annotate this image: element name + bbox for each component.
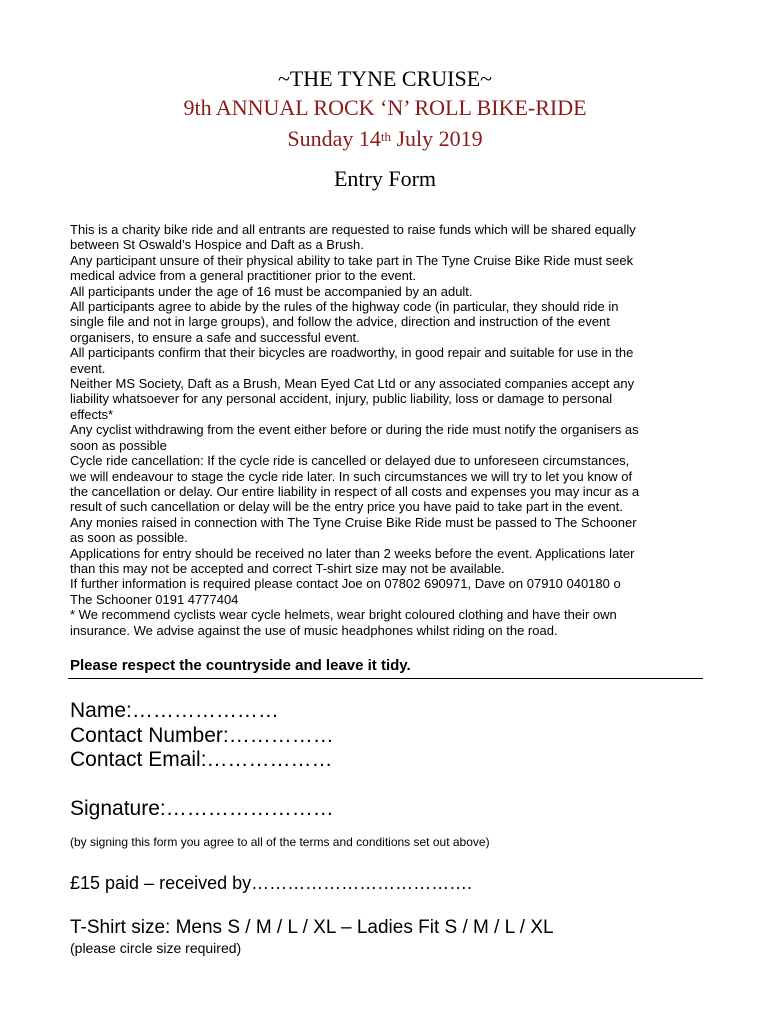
terms-line: single file and not in large groups), and follow the advice, direction and instruction of the event [70,314,610,330]
terms-line: than this may not be accepted and correct T-shirt size may not be available. [70,560,505,576]
event-date-ordinal: th [380,129,391,144]
terms-line: If further information is required please contact Joe on 07802 690971, Dave on 07910 040180 o [70,576,621,592]
divider-line [68,678,703,679]
terms-line: This is a charity bike ride and all entrants are requested to raise funds which will be shared equally [70,222,636,237]
terms-line: soon as possible [70,437,167,453]
event-subtitle: 9th ANNUAL ROCK ‘N’ ROLL BIKE-RIDE [183,95,587,120]
terms-line: organisers, to ensure a safe and successful event. [70,329,360,345]
signature-note: (by signing this form you agree to all of the terms and conditions set out above) [70,835,490,849]
terms-line: Cycle ride cancellation: If the cycle ride is cancelled or delayed due to unforeseen circumstances, [70,453,630,469]
terms-line: as soon as possible. [70,530,188,546]
terms-line: Any participant unsure of their physical ability to take part in The Tyne Cruise Bike Ride must seek [70,252,634,268]
event-date [0,126,770,152]
terms-line: All participants under the age of 16 must be accompanied by an adult. [70,283,473,299]
tshirt-size-field[interactable]: T-Shirt size: Mens S / M / L / XL – Ladies Fit S / M / L / XL [70,917,554,938]
contact-email-field[interactable]: Contact Email:……………… [70,748,333,771]
terms-line: medical advice from a general practitioner prior to the event. [70,268,417,284]
signature-field[interactable]: Signature:…………………… [70,797,334,820]
terms-line: liability whatsoever for any personal accident, injury, public liability, loss or damage to personal [70,391,613,407]
event-date-prefix: Sunday 14 [287,126,381,151]
terms-line: effects* [70,406,114,422]
terms-line: Applications for entry should be received no later than 2 weeks before the event. Applications later [70,545,635,561]
name-field[interactable]: Name:………………… [70,699,279,722]
respect-notice: Please respect the countryside and leave it tidy. [70,657,411,674]
terms-line: the cancellation or delay. Our entire liability in respect of all costs and expenses you may incur as a [70,483,640,499]
event-date-suffix: July 2019 [390,126,483,151]
terms-line: Any cyclist withdrawing from the event either before or during the ride must notify the organisers as [70,422,639,438]
terms-line: Neither MS Society, Daft as a Brush, Mean Eyed Cat Ltd or any associated companies accept any [70,376,635,392]
terms-line: All participants agree to abide by the rules of the highway code (in particular, they should ride in [70,299,619,315]
terms-line: Any monies raised in connection with The Tyne Cruise Bike Ride must be passed to The Schooner [70,514,637,530]
payment-received-field[interactable]: £15 paid – received by………………………………. [70,873,473,893]
tshirt-size-note: (please circle size required) [70,940,242,956]
terms-line: result of such cancellation or delay will be the entry price you have paid to take part in the event. [70,499,623,515]
contact-number-field[interactable]: Contact Number:…………… [70,724,334,747]
terms-line: we will endeavour to stage the cycle ride later. In such circumstances we will try to let you know of [70,468,633,484]
terms-line: The Schooner 0191 4777404 [70,591,239,607]
terms-line: event. [70,360,106,376]
form-title: Entry Form [333,166,437,191]
terms-line: * We recommend cyclists wear cycle helmets, wear bright coloured clothing and have their own [70,607,617,623]
terms-line: between St Oswald’s Hospice and Daft as a Brush. [70,237,364,253]
terms-text [70,222,705,638]
event-title: ~THE TYNE CRUISE~ [277,66,493,91]
terms-line: All participants confirm that their bicycles are roadworthy, in good repair and suitable for use in the [70,345,634,361]
terms-line: insurance. We advise against the use of music headphones whilst riding on the road. [70,622,558,638]
